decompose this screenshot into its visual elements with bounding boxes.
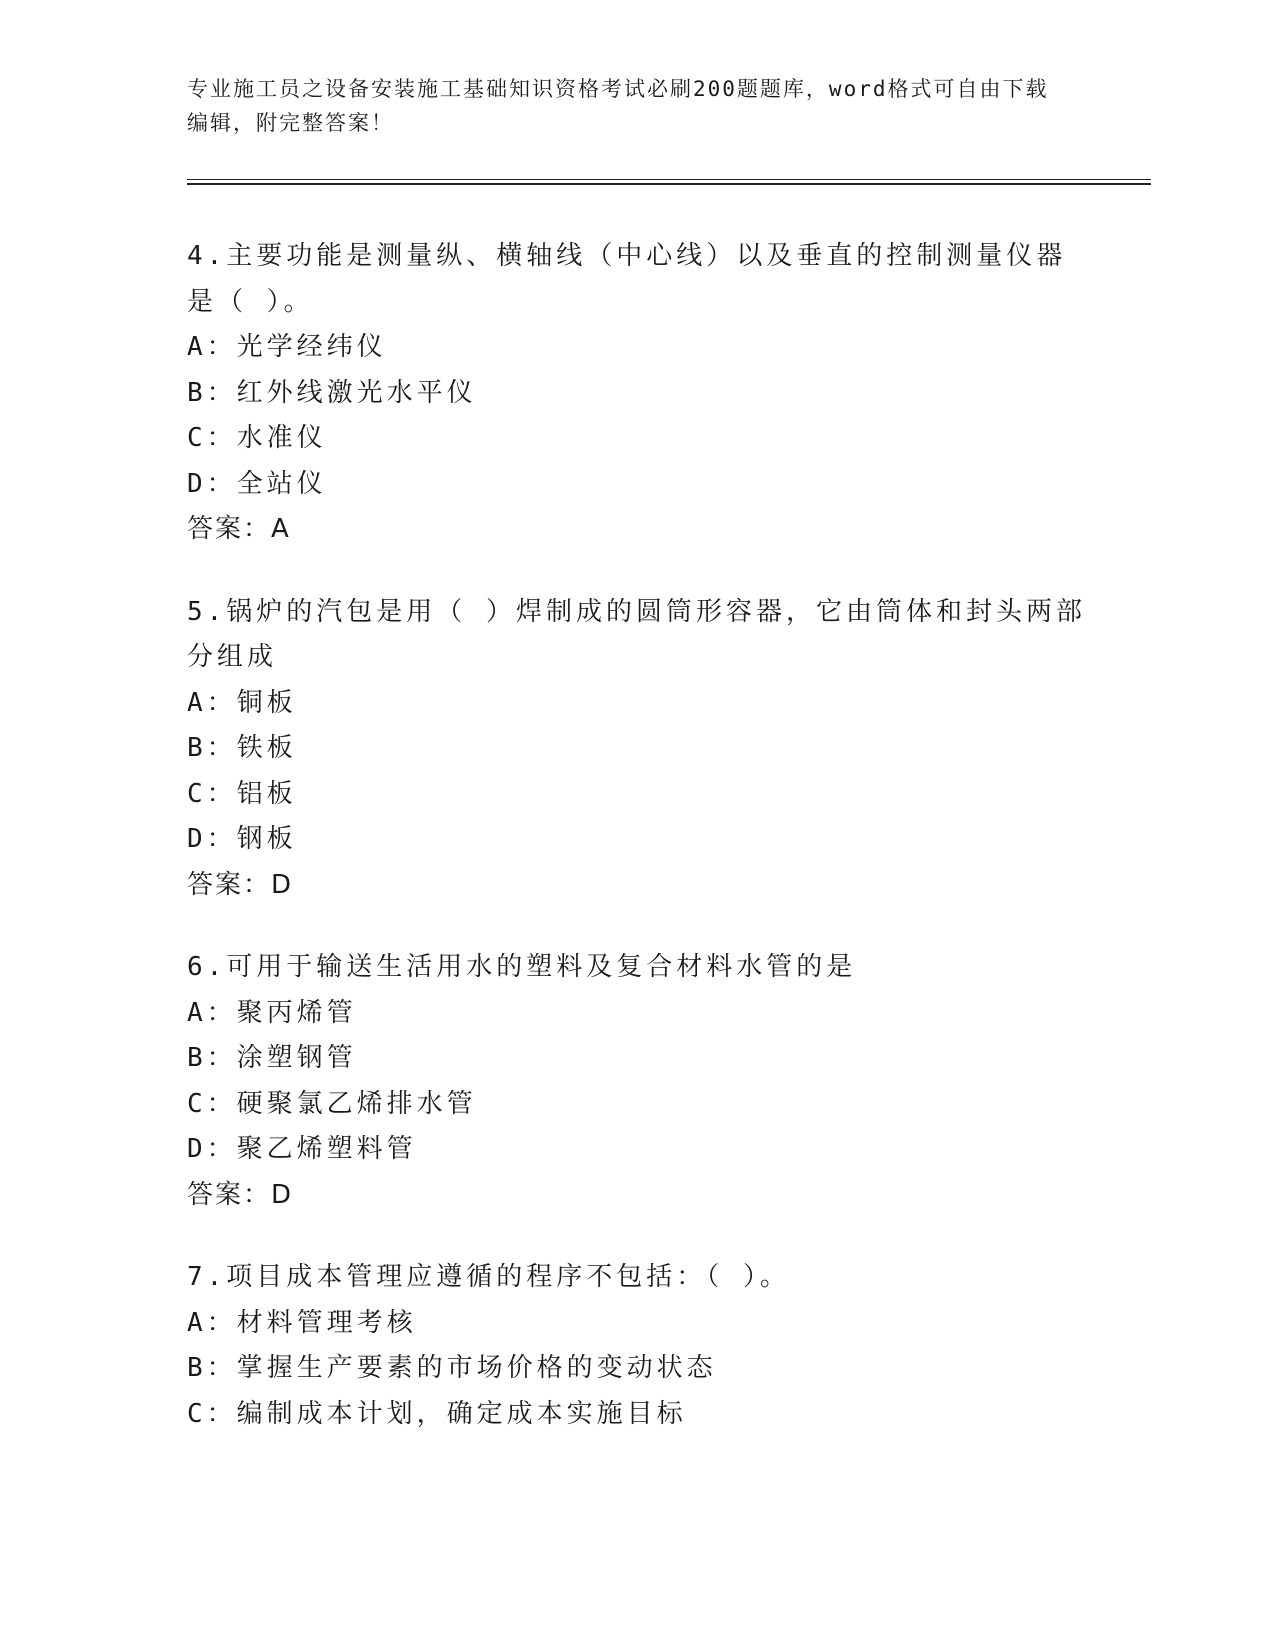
option-b: B：红外线激光水平仪 (187, 377, 477, 408)
option-d: D：全站仪 (187, 468, 327, 499)
question-6 (187, 945, 1087, 1218)
question-stem: 6.可用于输送生活用水的塑料及复合材料水管的是 (187, 952, 857, 982)
option-a: A：聚丙烯管 (187, 997, 357, 1028)
question-5 (187, 590, 1087, 909)
question-4 (187, 234, 1087, 553)
question-stem: 5.锅炉的汽包是用（ ）焊制成的圆筒形容器，它由筒体和封头两部分组成 (187, 596, 1086, 672)
answer-line: 答案：D (187, 869, 294, 900)
option-c: C：硬聚氯乙烯排水管 (187, 1088, 477, 1119)
option-c: C：铝板 (187, 778, 297, 809)
option-a: A：光学经纬仪 (187, 332, 387, 362)
option-a: A：铜板 (187, 687, 297, 718)
question-list (187, 234, 1087, 1474)
document-header (187, 72, 1067, 140)
option-a: A：材料管理考核 (187, 1307, 417, 1338)
option-c: C：水准仪 (187, 423, 327, 453)
question-stem: 7.项目成本管理应遵循的程序不包括：（ ）。 (187, 1262, 790, 1292)
question-stem: 4.主要功能是测量纵、横轴线（中心线）以及垂直的控制测量仪器是（ ）。 (187, 241, 1067, 317)
answer-line: 答案：A (187, 514, 291, 544)
header-divider-thin (187, 179, 1151, 180)
option-c: C：编制成本计划，确定成本实施目标 (187, 1398, 687, 1429)
option-d: D：钢板 (187, 824, 297, 854)
option-b: B：掌握生产要素的市场价格的变动状态 (187, 1353, 717, 1383)
option-b: B：涂塑钢管 (187, 1043, 357, 1073)
option-b: B：铁板 (187, 733, 297, 763)
option-d: D：聚乙烯塑料管 (187, 1134, 417, 1164)
answer-line: 答案：D (187, 1179, 294, 1210)
question-7 (187, 1255, 1087, 1437)
header-divider-thick (187, 183, 1151, 185)
header-title: 专业施工员之设备安装施工基础知识资格考试必刷200题题库，word格式可自由下载编辑，附完整答案！ (187, 77, 1049, 135)
